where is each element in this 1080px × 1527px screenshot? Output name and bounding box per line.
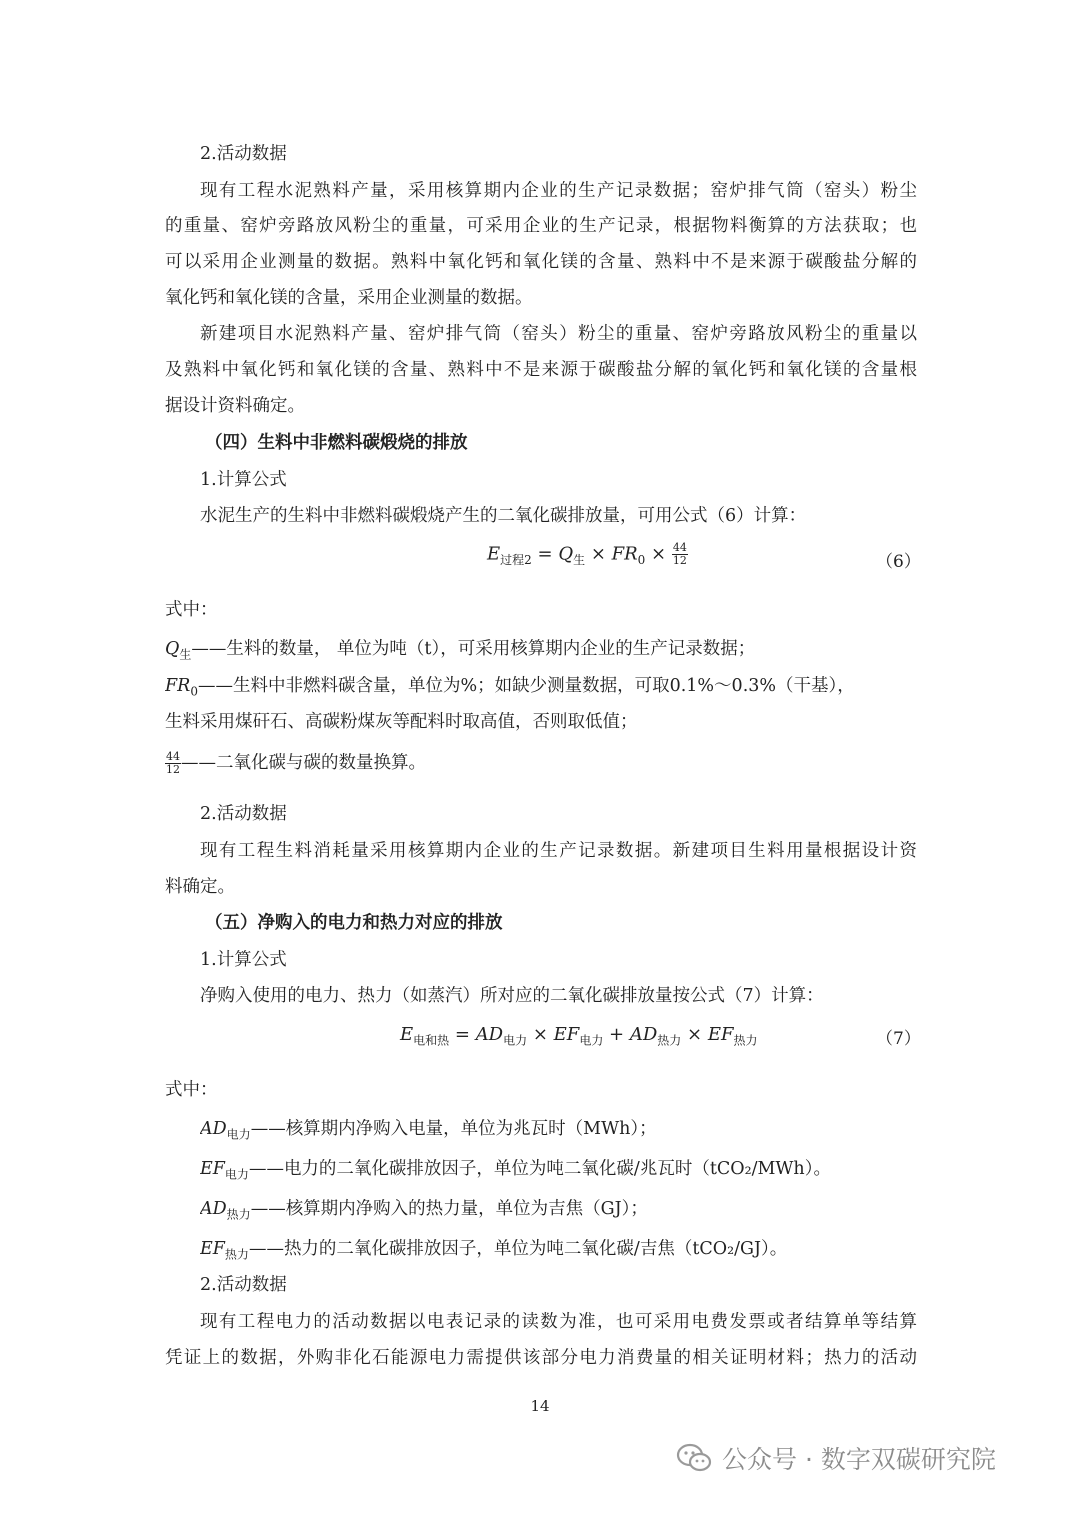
definition-line: 生料采用煤矸石、高碳粉煤灰等配料时取高值，否则取低值； xyxy=(165,712,638,732)
equation-7: $E_{电和热} = AD_{电力} \times EF_{电力} + AD_{热力} \times EF_{热力}$ xyxy=(400,1024,758,1048)
symbol: $EF_{电力}$ xyxy=(200,1159,249,1182)
definition-line: $AD_{电力}——$核算期内净购入电量，单位为兆瓦时（MWh）； xyxy=(200,1119,657,1142)
wechat-icon xyxy=(676,1443,712,1473)
definition-line: $FR_0——$生料中非燃料碳含量，单位为%；如缺少测量数据，可取0.1%～0.3%（干基）， xyxy=(165,676,855,699)
paragraph-line: 可以采用企业测量的数据。熟料中氧化钙和氧化镁的含量、熟料中不是来源于碳酸盐分解的 xyxy=(165,252,917,272)
definition-line: $EF_{热力}——$热力的二氧化碳排放因子，单位为吨二氧化碳/吉焦（tCO₂/GJ）。 xyxy=(200,1239,788,1262)
equation-6: $E_{过程2} = Q_生 \times FR_0$ × $\frac{44}{12}$ xyxy=(487,541,687,568)
paragraph-line: 现有工程生料消耗量采用核算期内企业的生产记录数据。新建项目生料用量根据设计资 xyxy=(200,841,917,861)
paragraph-line: 现有工程电力的活动数据以电表记录的读数为准，也可采用电费发票或者结算单等结算 xyxy=(200,1312,917,1332)
paragraph-line: 凭证上的数据，外购非化石能源电力需提供该部分电力消费量的相关证明材料；热力的活动 xyxy=(165,1348,917,1368)
section-title: 2.活动数据 xyxy=(200,1275,287,1295)
paragraph-line: 及熟料中氧化钙和氧化镁的含量、熟料中不是来源于碳酸盐分解的氧化钙和氧化镁的含量根 xyxy=(165,360,917,380)
paragraph-line: 净购入使用的电力、热力（如蒸汽）所对应的二氧化碳排放量按公式（7）计算： xyxy=(200,986,824,1006)
equation-number: （6） xyxy=(876,552,921,572)
section-title: 2.活动数据 xyxy=(200,144,287,164)
watermark-text: 公众号 · 数字双碳研究院 xyxy=(722,1445,996,1474)
section-title: 1.计算公式 xyxy=(200,470,287,490)
definition-line: $AD_{热力}——$核算期内净购入的热力量，单位为吉焦（GJ）； xyxy=(200,1199,648,1222)
paragraph-line: 现有工程水泥熟料产量，采用核算期内企业的生产记录数据；窑炉排气筒（窑头）粉尘 xyxy=(200,181,917,201)
where-label: 式中： xyxy=(165,1080,218,1100)
fraction: $\frac{44}{12}$ xyxy=(672,541,687,567)
symbol: $FR_0$ xyxy=(165,676,198,699)
section-heading: （四）生料中非燃料碳煅烧的排放 xyxy=(205,433,468,453)
paragraph-line: 料确定。 xyxy=(165,877,235,897)
symbol: $AD_{电力}$ xyxy=(200,1119,251,1142)
definition-line: $Q_生——$生料的数量， 单位为吨（t），可采用核算期内企业的生产记录数据； xyxy=(165,639,756,662)
symbol: $AD_{热力}$ xyxy=(200,1199,251,1222)
equation-number: （7） xyxy=(876,1029,921,1049)
definition-line: $EF_{电力}——$电力的二氧化碳排放因子，单位为吨二氧化碳/兆瓦时（tCO₂/MWh）。 xyxy=(200,1159,831,1182)
where-label: 式中： xyxy=(165,600,218,620)
section-title: 1.计算公式 xyxy=(200,950,287,970)
paragraph-line: 新建项目水泥熟料产量、窑炉排气筒（窑头）粉尘的重量、窑炉旁路放风粉尘的重量以 xyxy=(200,324,917,344)
definition-line: $\frac{44}{12}$ ——二氧化碳与碳的数量换算。 xyxy=(166,750,426,776)
symbol: $EF_{热力}$ xyxy=(200,1239,249,1262)
watermark xyxy=(676,1438,996,1478)
paragraph-line: 氧化钙和氧化镁的含量，采用企业测量的数据。 xyxy=(165,288,533,308)
section-heading: （五）净购入的电力和热力对应的排放 xyxy=(205,913,503,933)
section-title: 2.活动数据 xyxy=(200,804,287,824)
page-number: 14 xyxy=(530,1397,550,1415)
symbol: $Q_生$ xyxy=(165,639,192,662)
fraction: $\frac{44}{12}$ xyxy=(166,750,180,776)
paragraph-line: 据设计资料确定。 xyxy=(165,396,305,416)
paragraph-line: 水泥生产的生料中非燃料碳煅烧产生的二氧化碳排放量，可用公式（6）计算： xyxy=(200,506,807,526)
paragraph-line: 的重量、窑炉旁路放风粉尘的重量，可采用企业的生产记录，根据物料衡算的方法获取；也 xyxy=(165,216,917,236)
